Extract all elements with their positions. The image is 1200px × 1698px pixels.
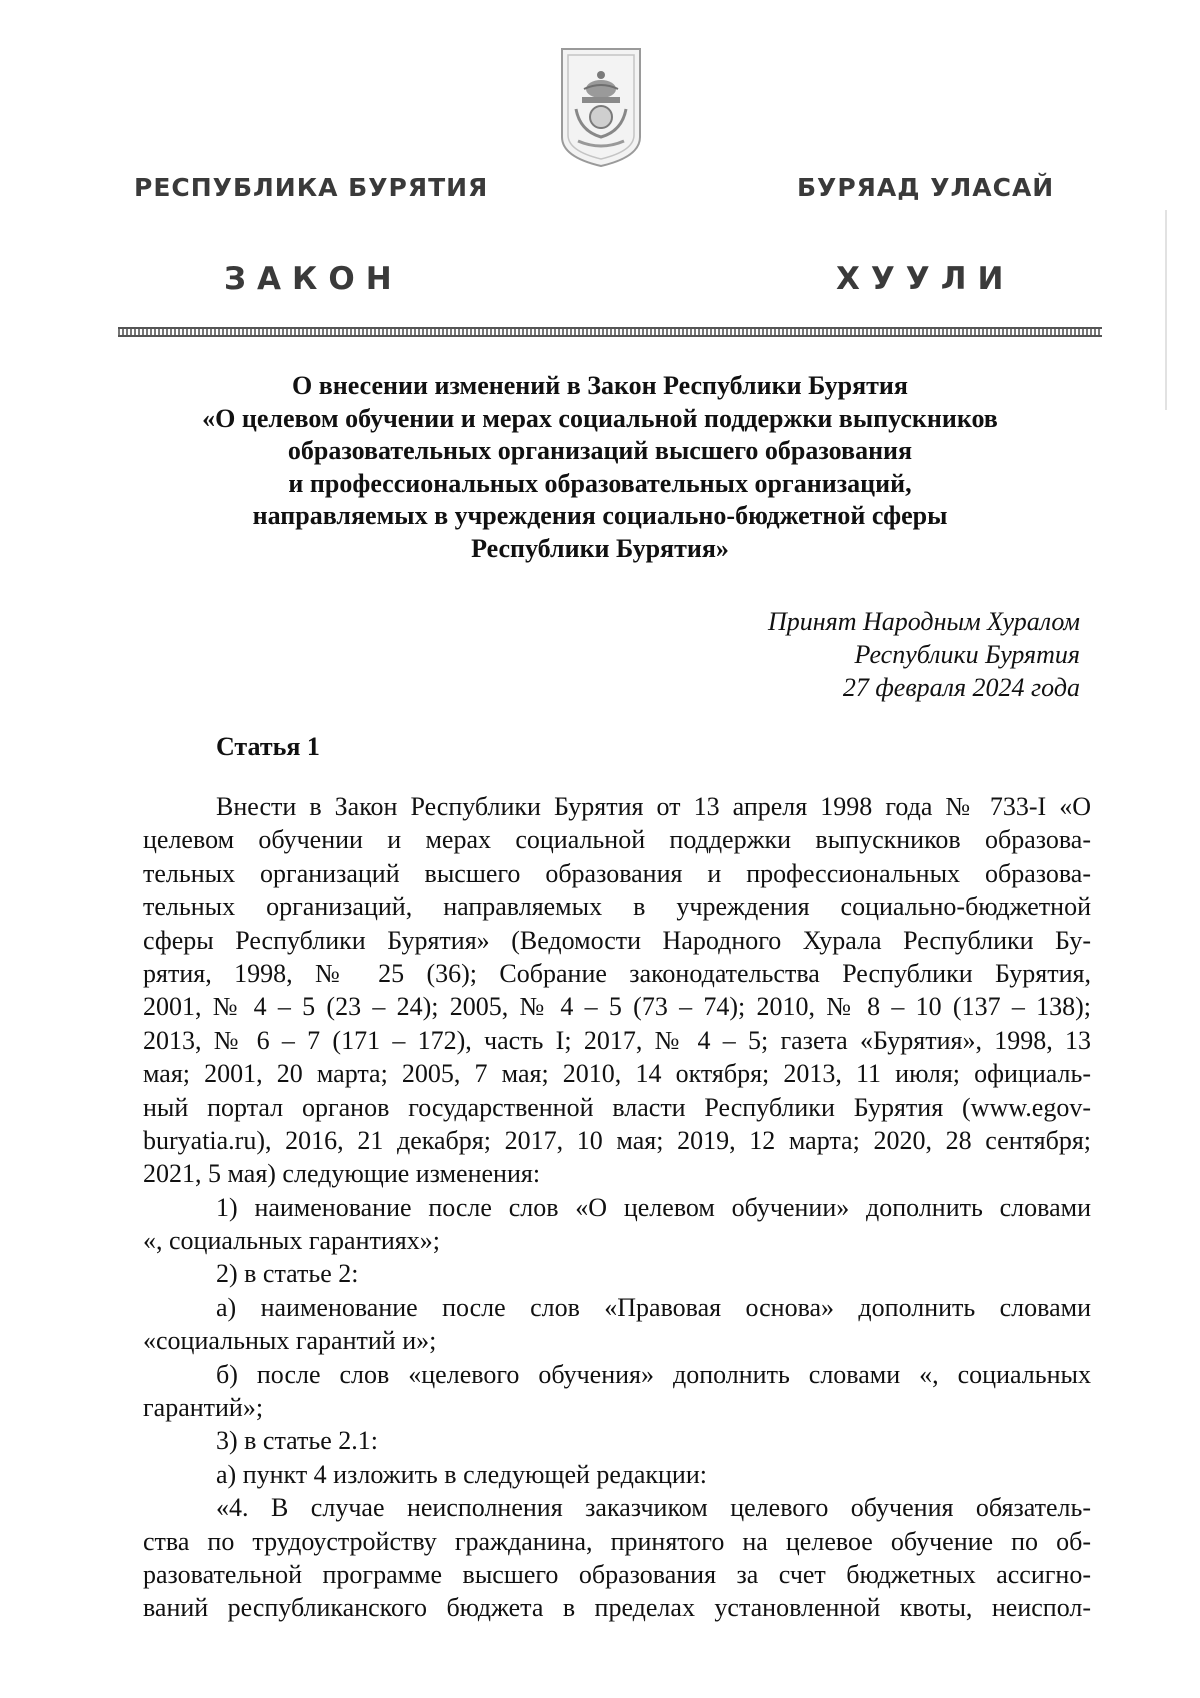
adoption-line: Принят Народным Хуралом	[767, 607, 1080, 636]
republic-name-russian: РЕСПУБЛИКА БУРЯТИЯ	[134, 173, 489, 202]
scan-edge-mark	[1165, 210, 1167, 410]
body-line: 2021, 5 мая) следующие изменения:	[143, 1159, 541, 1189]
body-line: «, социальных гарантиях»;	[143, 1226, 440, 1256]
article-body	[143, 790, 1091, 1625]
body-line: сферы Республики Бурятия» (Ведомости Народного Хурала Республики Бу-	[143, 925, 1091, 955]
body-line: целевом обучении и мерах социальной поддержки выпускников образова-	[143, 825, 1091, 855]
document-type-buryat: ХУУЛИ	[836, 261, 1015, 297]
republic-name-buryat: БУРЯАД УЛАСАЙ	[797, 173, 1055, 202]
body-line: тельных организаций, направляемых в учреждения социально-бюджетной	[143, 892, 1091, 922]
body-line: ный портал органов государственной власти Республики Бурятия (www.egov-	[143, 1092, 1091, 1122]
body-line: а) пункт 4 изложить в следующей редакции:	[216, 1459, 707, 1489]
title-line: О внесении изменений в Закон Республики Бурятия	[292, 371, 908, 400]
body-line: тельных организаций высшего образования и профессиональных образова-	[143, 858, 1091, 888]
title-line: «О целевом обучении и мерах социальной поддержки выпускников	[202, 403, 998, 433]
body-line: ваний республиканского бюджета в пределах установленной квоты, неиспол-	[143, 1593, 1091, 1623]
body-line: мая; 2001, 20 марта; 2005, 7 мая; 2010, 14 октября; 2013, 11 июля; официаль-	[143, 1059, 1091, 1089]
body-line: рятия, 1998, № 25 (36); Собрание законодательства Республики Бурятия,	[143, 958, 1091, 988]
coat-of-arms-icon	[558, 45, 644, 169]
title-line: и профессиональных образовательных организаций,	[288, 468, 912, 498]
law-title	[120, 370, 1080, 566]
body-line: 2) в статье 2:	[216, 1259, 359, 1289]
body-line: «социальных гарантий и»;	[143, 1326, 437, 1356]
body-line: разовательной программе высшего образования за счет бюджетных ассигно-	[143, 1559, 1091, 1589]
body-line: 2013, № 6 – 7 (171 – 172), часть I; 2017, № 4 – 5; газета «Бурятия», 1998, 13	[143, 1025, 1091, 1055]
body-line: 2001, № 4 – 5 (23 – 24); 2005, № 4 – 5 (73 – 74); 2010, № 8 – 10 (137 – 138);	[143, 992, 1091, 1022]
body-line: б) после слов «целевого обучения» дополнить словами «, социальных	[216, 1359, 1091, 1389]
title-line: Республики Бурятия»	[471, 533, 729, 563]
title-line: образовательных организаций высшего образования	[287, 436, 913, 466]
body-line: 3) в статье 2.1:	[216, 1426, 379, 1456]
adoption-date: 27 февраля 2024 года	[842, 673, 1080, 702]
body-line: а) наименование после слов «Правовая основа» дополнить словами	[216, 1292, 1091, 1322]
body-line: «4. В случае неисполнения заказчиком целевого обучения обязатель-	[216, 1493, 1091, 1523]
body-line: гарантий»;	[143, 1393, 264, 1423]
body-line: buryatia.ru), 2016, 21 декабря; 2017, 10 мая; 2019, 12 марта; 2020, 28 сентября;	[143, 1125, 1091, 1155]
body-line: 1) наименование после слов «О целевом обучении» дополнить словами	[216, 1192, 1091, 1222]
body-line: Внести в Закон Республики Бурятия от 13 апреля 1998 года № 733-I «О	[216, 792, 1091, 821]
adoption-line: Республики Бурятия	[854, 640, 1080, 669]
title-line: направляемых в учреждения социально-бюджетной сферы	[252, 501, 948, 531]
adoption-note	[768, 605, 1080, 704]
article-heading: Статья 1	[216, 732, 320, 761]
body-line: ства по трудоустройству гражданина, принятого на целевое обучение по об-	[143, 1526, 1091, 1556]
header-divider	[118, 327, 1102, 337]
document-type-russian: ЗАКОН	[224, 261, 403, 297]
